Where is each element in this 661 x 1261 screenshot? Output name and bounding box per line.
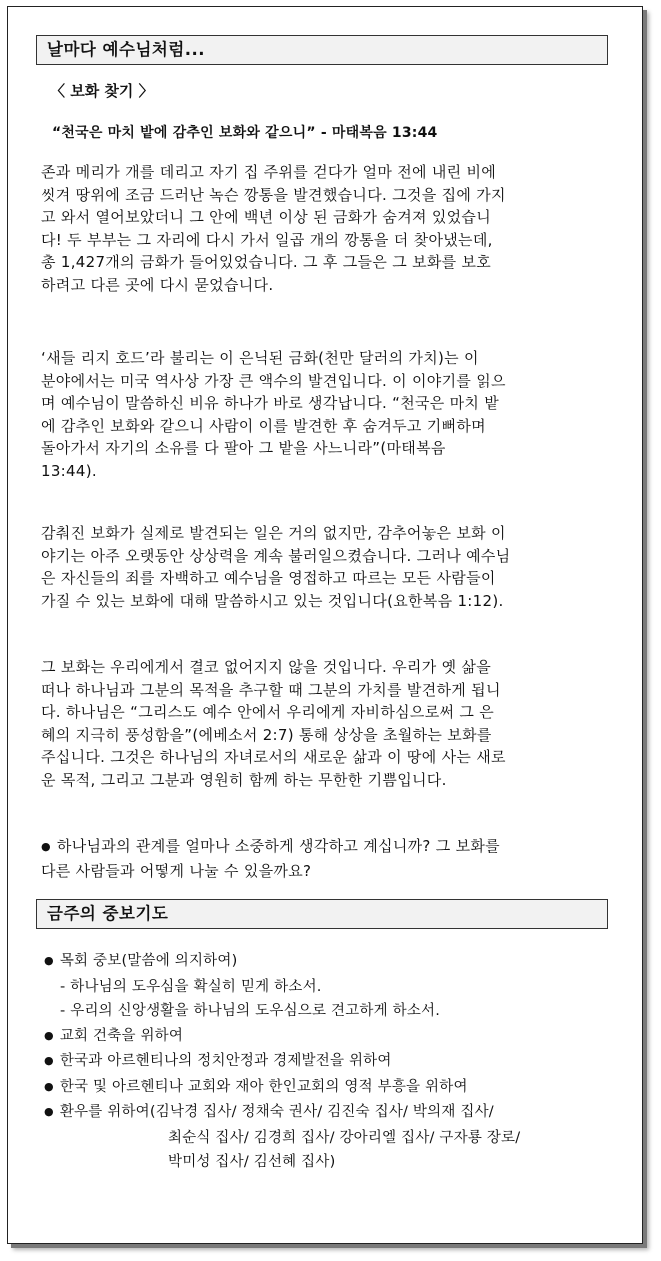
- text-line: 야기는 아주 오랫동안 상상력을 계속 불러일으켰습니다. 그러나 예수님: [41, 546, 511, 565]
- question-text: 하나님과의 관계를 얼마나 소중하게 생각하고 계십니까? 그 보화를: [56, 837, 500, 855]
- prayer-item: [44, 1075, 624, 1101]
- bullet-icon: ●: [44, 1028, 54, 1042]
- question-line: [41, 835, 611, 860]
- text-line: 13:44).: [41, 461, 97, 480]
- subtitle: 〈 보화 찾기 〉: [50, 82, 154, 100]
- paragraph-2: [41, 347, 611, 482]
- prayer-text: 환우를 위하여(김낙경 집사/ 정채숙 권사/ 김진숙 집사/ 박의재 집사/: [59, 1104, 494, 1120]
- question-line: 다른 사람들과 어떻게 나눌 수 있을까요?: [41, 861, 312, 880]
- text-line: 하려고 다른 곳에 다시 묻었습니다.: [41, 275, 274, 294]
- prayer-text: 교회 건축을 위하여: [59, 1027, 184, 1044]
- text-line: 다. 하나님은 “그리스도 예수 안에서 우리에게 자비하심으로써 그 은: [41, 703, 495, 721]
- prayer-item: [44, 949, 624, 975]
- section-title: 날마다 예수님처럼...: [47, 40, 206, 59]
- text-line: 떠나 하나님과 그분의 목적을 추구할 때 그분의 가치를 발견하게 됩니: [41, 680, 501, 699]
- prayer-item: [44, 1100, 624, 1126]
- prayer-text: 한국 및 아르헨티나 교회와 재아 한인교회의 영적 부흥을 위하여: [59, 1078, 468, 1095]
- text-line: 은 자신들의 죄를 자백하고 예수님을 영접하고 따르는 모든 사람들이: [41, 569, 496, 587]
- text-line: 혜의 지극히 풍성함을”(에베소서 2:7) 통해 상상을 초월하는 보화를: [41, 725, 492, 744]
- text-line: 고 와서 열어보았더니 그 안에 백년 이상 된 금화가 숨겨져 있었습니: [41, 208, 492, 226]
- text-line: 운 목적, 그리고 그분과 영원히 함께 하는 무한한 기쁨입니다.: [41, 770, 447, 789]
- text-line: 주십니다. 그것은 하나님의 자녀로서의 새로운 삶과 이 땅에 사는 새로: [41, 748, 506, 766]
- text-line: 에 감추인 보화와 같으니 사람이 이를 발견한 후 숨겨두고 기뻐하며: [41, 416, 486, 435]
- prayer-text: 목회 중보(말씀에 의지하여): [59, 953, 238, 969]
- key-verse: “천국은 마치 밭에 감추인 보화와 같으니” - 마태복음 13:44: [52, 125, 438, 141]
- section-title: 금주의 중보기도: [47, 904, 169, 923]
- text-line: 다! 두 부부는 그 자리에 다시 가서 일곱 개의 깡통을 더 찾아냈는데,: [41, 230, 493, 249]
- section-header-prayer: [36, 899, 608, 929]
- prayer-text: 한국과 아르헨티나의 정치안정과 경제발전을 위하여: [59, 1053, 392, 1069]
- text-line: 가질 수 있는 보화에 대해 말씀하시고 있는 것입니다(요한복음 1:12).: [41, 591, 504, 610]
- bulletin-page: [7, 6, 643, 1244]
- prayer-list: [44, 949, 624, 1175]
- bullet-icon: ●: [41, 840, 51, 853]
- paragraph-1: [41, 161, 611, 296]
- bullet-icon: ●: [44, 1054, 54, 1067]
- paragraph-3: [41, 522, 611, 612]
- prayer-continuation: 최순식 집사/ 김경희 집사/ 강아리엘 집사/ 구자룡 장로/: [168, 1129, 521, 1146]
- bullet-icon: ●: [44, 1105, 54, 1118]
- text-line: 감춰진 보화가 실제로 발견되는 일은 거의 없지만, 감추어놓은 보화 이: [41, 524, 506, 542]
- reflection-question: [41, 835, 611, 882]
- text-line: 씻겨 땅위에 조금 드러난 녹슨 깡통을 발견했습니다. 그것을 집에 가지: [41, 185, 506, 204]
- text-line: 돌아가서 자기의 소유를 다 팔아 그 밭을 사느니라”(마태복음: [41, 439, 446, 457]
- bullet-icon: ●: [44, 954, 54, 967]
- text-line: 분야에서는 미국 역사상 가장 큰 액수의 발견입니다. 이 이야기를 읽으: [41, 371, 506, 390]
- bullet-icon: ●: [44, 1079, 54, 1093]
- text-line: 존과 메리가 개를 데리고 자기 집 주위를 걷다가 얼마 전에 내린 비에: [41, 163, 497, 181]
- section-header-daily: [36, 35, 608, 65]
- text-line: 며 예수님이 말씀하신 비유 하나가 바로 생각납니다. “천국은 마치 밭: [41, 394, 500, 412]
- prayer-item: [44, 1049, 624, 1075]
- prayer-subitem: - 하나님의 도우심을 확실히 믿게 하소서.: [60, 978, 322, 995]
- prayer-item: [44, 1024, 624, 1050]
- prayer-subitem: - 우리의 신앙생활을 하나님의 도우심으로 견고하게 하소서.: [60, 1003, 441, 1019]
- paragraph-4: [41, 656, 611, 791]
- text-line: 그 보화는 우리에게서 결코 없어지지 않을 것입니다. 우리가 옛 삶을: [41, 658, 492, 676]
- text-line: 총 1,427개의 금화가 들어있었습니다. 그 후 그들은 그 보화를 보호: [41, 253, 492, 271]
- prayer-continuation: 박미성 집사/ 김선혜 집사): [168, 1154, 336, 1170]
- text-line: ‘새들 리지 호드’라 불리는 이 은닉된 금화(천만 달러의 가치)는 이: [41, 349, 479, 367]
